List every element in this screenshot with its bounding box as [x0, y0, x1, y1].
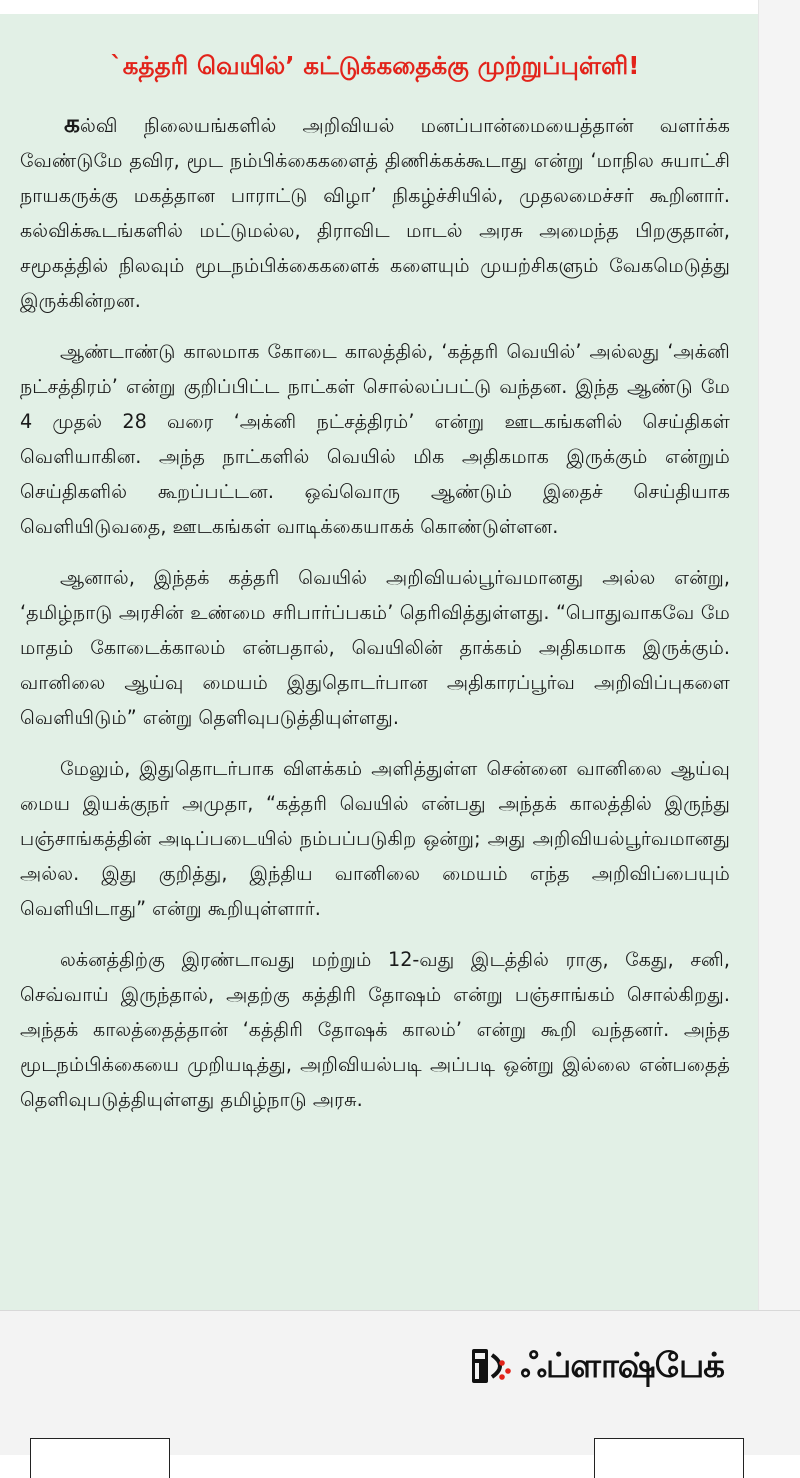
page-edge-margin — [758, 0, 800, 1320]
top-margin — [0, 0, 800, 14]
flashback-logo — [468, 1343, 724, 1389]
article-title: `கத்தரி வெயில்’ கட்டுக்கதைக்கு முற்றுப்புள்ளி! — [110, 51, 640, 80]
paragraph-1-text: ல்வி நிலையங்களில் அறிவியல் மனப்பான்மையைத்தான் வளர்க்க வேண்டுமே தவிர, மூட நம்பிக்கைகளைத் திணிக்கக்கூடாது என்று ‘மாநில சுயாட்சி நாயகருக்கு மகத்தான பாராட்டு விழா’ நிகழ்ச்சியில், முதலமைச்சர் கூறினார். கல்விக்கூடங்களில் மட்டுமல்ல, திராவிட மாடல் அரசு அமைந்த பிறகுதான், சமூகத்தில் நிலவும் மூடநம்பிக்கைகளைக் களையும் முயற்சிகளும் வேகமெடுத்து இருக்கின்றன. — [20, 114, 730, 312]
camera-flash-icon — [468, 1343, 514, 1389]
paragraph-3: ஆனால், இந்தக் கத்தரி வெயில் அறிவியல்பூர்வமானது அல்ல என்று, ‘தமிழ்நாடு அரசின் உண்மை சரிபார்ப்பகம்’ தெரிவித்துள்ளது. “பொதுவாகவே மே மாதம் கோடைக்காலம் என்பதால், வெயிலின் தாக்கம் அதிகமாக இருக்கும். வானிலை ஆய்வு மையம் இதுதொடர்பான அதிகாரப்பூர்வ அறிவிப்புகளை வெளியிடும்” என்று தெளிவுபடுத்தியுள்ளது. — [20, 566, 730, 729]
paragraph-4: மேலும், இதுதொடர்பாக விளக்கம் அளித்துள்ள சென்னை வானிலை ஆய்வு மைய இயக்குநர் அமுதா, “கத்தரி வெயில் என்பது அந்தக் காலத்தில் இருந்து பஞ்சாங்கத்தின் அடிப்படையில் நம்பப்படுகிற ஒன்று; அது அறிவியல்பூர்வமானது அல்ல. இது குறித்து, இந்திய வானிலை மையம் எந்த அறிவிப்பையும் வெளியிடாது” என்று கூறியுள்ளார். — [20, 757, 730, 920]
lead-letter: க — [64, 109, 80, 138]
next-box-left — [30, 1438, 170, 1478]
next-section — [0, 1310, 800, 1455]
next-box-right — [594, 1438, 744, 1478]
paragraph-5: லக்னத்திற்கு இரண்டாவது மற்றும் 12-வது இடத்தில் ராகு, கேது, சனி, செவ்வாய் இருந்தால், அதற்கு கத்திரி தோஷம் என்று பஞ்சாங்கம் சொல்கிறது. அந்தக் காலத்தைத்தான் ‘கத்திரி தோஷக் காலம்’ என்று கூறி வந்தனர். அந்த மூடநம்பிக்கையை முறியடித்து, அறிவியல்படி அப்படி ஒன்று இல்லை என்பதைத் தெளிவுபடுத்தியுள்ளது தமிழ்நாடு அரசு. — [20, 948, 730, 1111]
article-box — [0, 14, 758, 1310]
paragraph-2: ஆண்டாண்டு காலமாக கோடை காலத்தில், ‘கத்தரி வெயில்’ அல்லது ‘அக்னி நட்சத்திரம்’ என்று குறிப்பிட்ட நாட்கள் சொல்லப்பட்டு வந்தன. இந்த ஆண்டு மே 4 முதல் 28 வரை ‘அக்னி நட்சத்திரம்’ என்று ஊடகங்களில் செய்திகள் வெளியாகின. அந்த நாட்களில் வெயில் மிக அதிகமாக இருக்கும் என்றும் செய்திகளில் கூறப்பட்டன. ஒவ்வொரு ஆண்டும் இதைச் செய்தியாக வெளியிடுவதை, ஊடகங்கள் வாடிக்கையாகக் கொண்டுள்ளன. — [20, 340, 730, 538]
section-logo-text: ஃப்ளாஷ்பேக் — [520, 1346, 724, 1386]
paragraph-1 — [20, 106, 730, 318]
